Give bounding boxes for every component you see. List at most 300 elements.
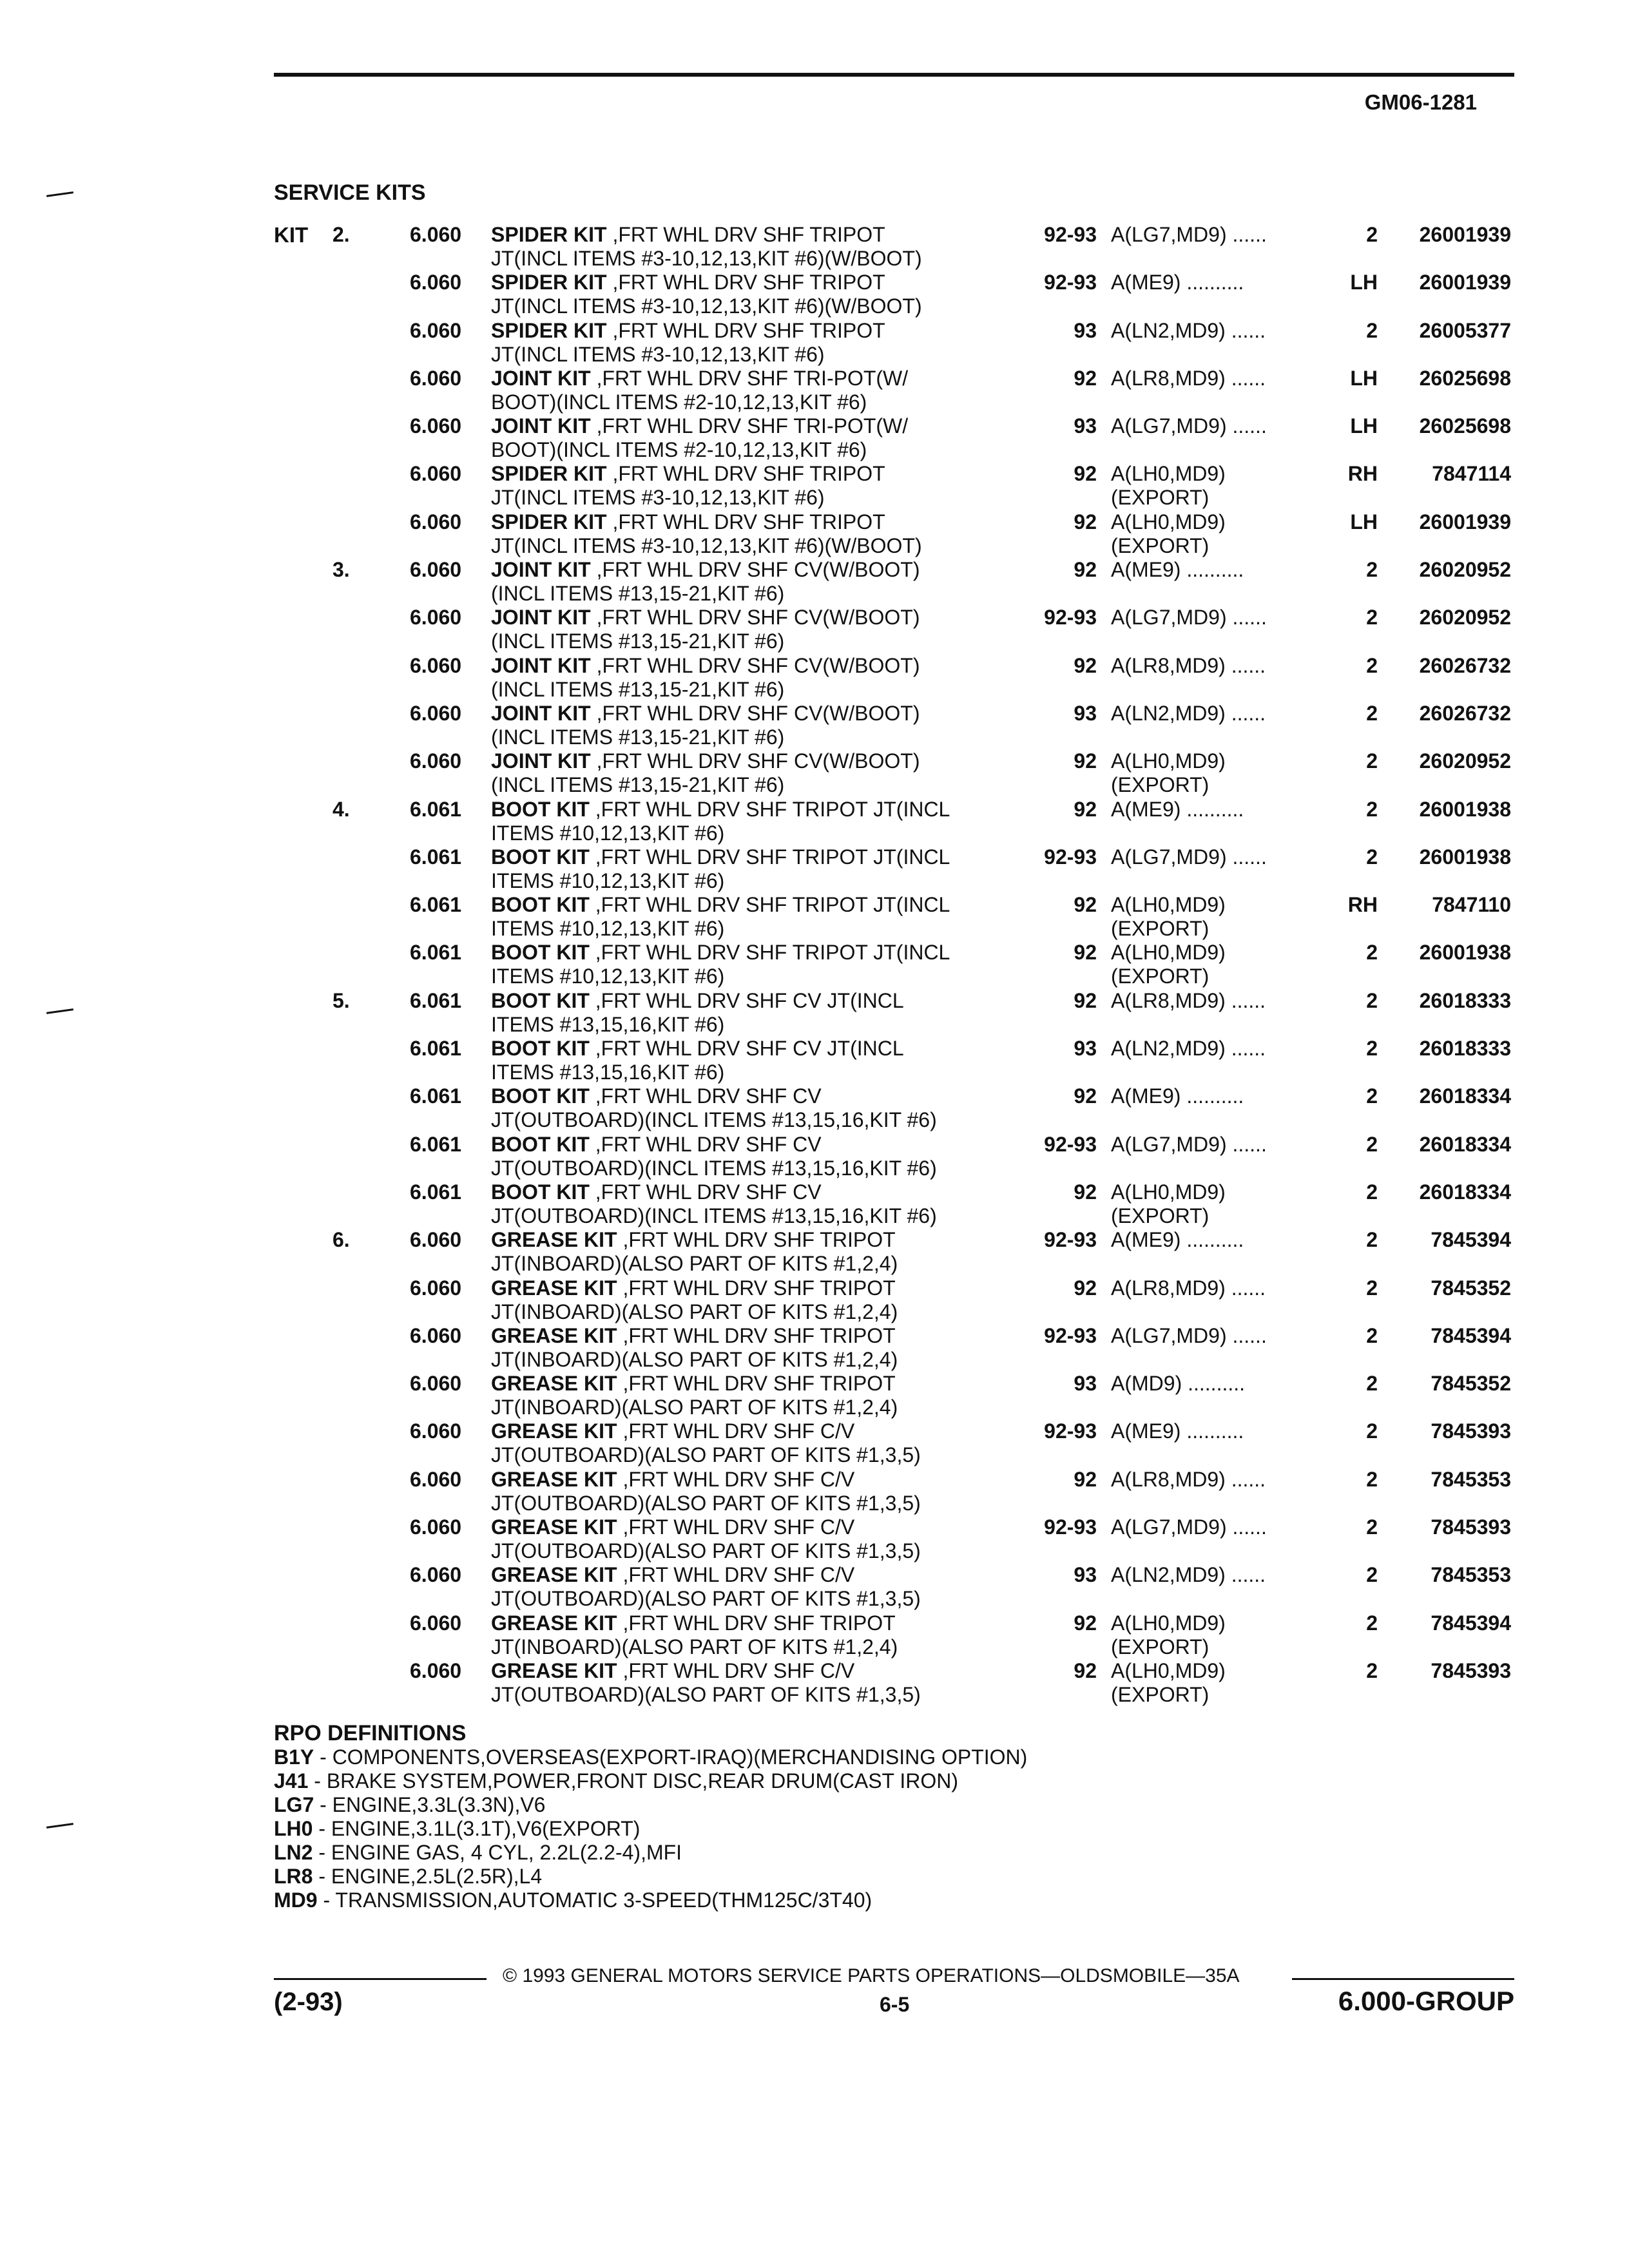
quantity: 2 [1366,223,1378,246]
quantity: LH [1350,414,1378,438]
kit-name: GREASE KIT [491,1515,617,1539]
kit-name: BOOT KIT [491,845,590,869]
part-number: 26020952 [1419,606,1511,629]
quantity: LH [1350,510,1378,533]
application-line-1: A(LR8,MD9) ...... [1111,653,1266,677]
description-line-2: (INCL ITEMS #13,15-21,KIT #6) [491,677,785,701]
model-years: 92 [1074,1276,1097,1300]
application [1111,845,1267,869]
application [1111,606,1267,629]
rpo-code: J41 [274,1769,309,1792]
table-row [0,1133,1629,1180]
application-line-1: A(LG7,MD9) ...... [1111,845,1267,869]
group-code: 6.060 [410,749,462,773]
model-years: 92 [1074,893,1097,917]
table-row [0,319,1629,367]
description-line-1: ,FRT WHL DRV SHF CV [589,1180,822,1204]
rpo-item [274,1817,1027,1841]
application [1111,749,1226,797]
model-years: 92 [1074,462,1097,486]
kit-description [491,1419,921,1467]
footer-rule-right [1292,1978,1514,1980]
kit-description [491,414,908,462]
table-row [0,702,1629,749]
application [1111,1037,1266,1061]
application-line-1: A(LR8,MD9) ...... [1111,1276,1266,1300]
application [1111,271,1244,294]
description-line-2: JT(INCL ITEMS #3-10,12,13,KIT #6) [491,486,825,510]
quantity: 2 [1366,797,1378,821]
table-row [0,798,1629,845]
application [1111,1372,1245,1396]
table-row [0,989,1629,1037]
kit-number: 2. [333,223,350,246]
quantity: 2 [1366,1180,1378,1204]
application [1111,223,1267,247]
application-line-1: A(ME9) .......... [1111,1228,1244,1252]
group-code: 6.060 [410,606,462,629]
quantity: RH [1347,893,1378,917]
table-row [0,1515,1629,1563]
kit-description [491,319,885,367]
rpo-item [274,1769,1027,1793]
application [1111,654,1266,678]
kit-description [491,1037,904,1084]
quantity: 2 [1366,1515,1378,1539]
part-number: 7845352 [1431,1372,1511,1396]
table-row [0,223,1629,271]
description-line-1: ,FRT WHL DRV SHF C/V [617,1467,855,1491]
kit-name: SPIDER KIT [491,510,607,533]
kit-name: JOINT KIT [491,653,591,677]
rpo-definitions [274,1722,1027,1912]
table-row [0,1084,1629,1132]
rpo-code: MD9 [274,1888,318,1912]
model-years: 92-93 [1044,1228,1097,1252]
table-row [0,1228,1629,1276]
section-title: SERVICE KITS [274,180,426,205]
kit-description [491,510,922,558]
model-years: 92-93 [1044,1132,1097,1156]
table-row [0,1276,1629,1324]
kit-name: SPIDER KIT [491,223,607,246]
kit-name: JOINT KIT [491,606,591,629]
rpo-list [274,1745,1027,1912]
rpo-text: - ENGINE,2.5L(2.5R),L4 [313,1865,543,1888]
description-line-1: ,FRT WHL DRV SHF TRIPOT [606,510,885,533]
rpo-code: LR8 [274,1865,313,1888]
part-number: 26001938 [1419,845,1511,869]
model-years: 92 [1074,1180,1097,1204]
kit-name: BOOT KIT [491,893,590,917]
part-number: 26025698 [1419,366,1511,390]
kit-name: GREASE KIT [491,1372,617,1396]
table-row [0,606,1629,653]
application-line-2: (EXPORT) [1111,1635,1210,1658]
description-line-2: ITEMS #13,15,16,KIT #6) [491,1012,725,1036]
description-line-2: JT(OUTBOARD)(ALSO PART OF KITS #1,3,5) [491,1491,921,1515]
description-line-2: JT(INBOARD)(ALSO PART OF KITS #1,2,4) [491,1347,898,1371]
description-line-2: ITEMS #10,12,13,KIT #6) [491,965,725,988]
application-line-2: (EXPORT) [1111,533,1210,557]
description-line-2: JT(INBOARD)(ALSO PART OF KITS #1,2,4) [491,1396,898,1419]
group-code: 6.061 [410,893,462,917]
part-number: 26018334 [1419,1180,1511,1204]
group-code: 6.060 [410,1515,462,1539]
model-years: 92 [1074,366,1097,390]
part-number: 7845393 [1431,1515,1511,1539]
application-line-1: A(LG7,MD9) ...... [1111,1515,1267,1539]
part-number: 26018334 [1419,1084,1511,1108]
quantity: 2 [1366,1467,1378,1491]
description-line-2: BOOT)(INCL ITEMS #2-10,12,13,KIT #6) [491,438,867,462]
quantity: 2 [1366,1132,1378,1156]
group-code: 6.061 [410,845,462,869]
group-code: 6.060 [410,414,462,438]
application-line-1: A(LH0,MD9) [1111,1658,1226,1682]
description-line-2: (INCL ITEMS #13,15-21,KIT #6) [491,582,785,606]
kit-description [491,702,920,749]
description-line-1: ,FRT WHL DRV SHF TRIPOT [617,1276,896,1300]
group-code: 6.061 [410,1084,462,1108]
description-line-1: ,FRT WHL DRV SHF CV JT(INCL [589,1037,904,1061]
application-line-2: (EXPORT) [1111,1204,1210,1227]
revision-date: (2-93) [274,1988,343,2016]
table-row [0,271,1629,318]
application-line-1: A(LG7,MD9) ...... [1111,1132,1267,1156]
model-years: 93 [1074,414,1097,438]
application [1111,510,1226,558]
description-line-2: JT(INCL ITEMS #3-10,12,13,KIT #6) [491,342,825,366]
description-line-1: ,FRT WHL DRV SHF CV(W/BOOT) [590,558,920,582]
kit-description [491,1324,898,1372]
header-rule [274,73,1514,77]
part-number: 26001939 [1419,223,1511,246]
table-row [0,1659,1629,1707]
table-row [0,462,1629,510]
kit-description [491,1611,898,1659]
application [1111,558,1244,582]
quantity: 2 [1366,749,1378,773]
model-years: 92 [1074,1467,1097,1491]
application-line-1: A(LR8,MD9) ...... [1111,988,1266,1012]
kit-description [491,798,950,845]
model-years: 93 [1074,318,1097,342]
kit-name: BOOT KIT [491,797,590,821]
kit-description [491,223,922,271]
description-line-2: JT(OUTBOARD)(ALSO PART OF KITS #1,3,5) [491,1587,921,1611]
application-line-1: A(LG7,MD9) ...... [1111,414,1267,438]
description-line-2: (INCL ITEMS #13,15-21,KIT #6) [491,725,785,749]
kit-number: 6. [333,1228,350,1252]
description-line-1: ,FRT WHL DRV SHF CV JT(INCL [589,988,904,1012]
group-code: 6.060 [410,1563,462,1587]
quantity: 2 [1366,558,1378,582]
quantity: 2 [1366,606,1378,629]
quantity: 2 [1366,653,1378,677]
application [1111,893,1226,941]
group-code: 6.061 [410,1180,462,1204]
group-code: 6.060 [410,271,462,294]
kit-name: GREASE KIT [491,1611,617,1635]
application-line-1: A(LH0,MD9) [1111,941,1226,965]
description-line-2: ITEMS #10,12,13,KIT #6) [491,917,725,941]
application [1111,1084,1244,1108]
model-years: 93 [1074,1037,1097,1061]
part-number: 26001938 [1419,797,1511,821]
part-number: 26018334 [1419,1132,1511,1156]
description-line-1: ,FRT WHL DRV SHF CV(W/BOOT) [590,701,920,725]
description-line-1: ,FRT WHL DRV SHF TRIPOT JT(INCL [589,893,950,917]
kit-number: 4. [333,797,350,821]
part-number: 7845393 [1431,1658,1511,1682]
description-line-1: ,FRT WHL DRV SHF CV [589,1084,822,1108]
kit-description [491,845,950,893]
application [1111,798,1244,822]
application-line-1: A(ME9) .......... [1111,797,1244,821]
quantity: 2 [1366,1228,1378,1252]
part-number: 7845353 [1431,1563,1511,1587]
application-line-2: (EXPORT) [1111,486,1210,510]
part-number: 26020952 [1419,558,1511,582]
description-line-1: ,FRT WHL DRV SHF TRIPOT [617,1323,896,1347]
kit-description [491,1468,921,1515]
rpo-code: LH0 [274,1817,313,1840]
group-code: 6.060 [410,1611,462,1635]
kit-name: BOOT KIT [491,1037,590,1061]
description-line-2: JT(INCL ITEMS #3-10,12,13,KIT #6)(W/BOOT) [491,533,922,557]
application [1111,462,1226,510]
rpo-item [274,1888,1027,1912]
application-line-1: A(LR8,MD9) ...... [1111,1467,1266,1491]
kit-description [491,367,908,414]
rpo-item [274,1793,1027,1817]
description-line-1: ,FRT WHL DRV SHF TRIPOT JT(INCL [589,797,950,821]
table-row [0,1419,1629,1467]
kit-description [491,1372,898,1419]
table-row [0,1611,1629,1659]
kit-name: BOOT KIT [491,941,590,965]
part-number: 7847114 [1432,462,1511,486]
model-years: 93 [1074,1563,1097,1587]
description-line-1: ,FRT WHL DRV SHF TRIPOT JT(INCL [589,941,950,965]
quantity: 2 [1366,1419,1378,1443]
rpo-text: - ENGINE,3.1L(3.1T),V6(EXPORT) [313,1817,641,1840]
rpo-code: LN2 [274,1841,313,1864]
group-code: 6.060 [410,558,462,582]
rpo-text: - ENGINE,3.3L(3.3N),V6 [314,1793,546,1816]
model-years: 92-93 [1044,1419,1097,1443]
service-kit-table [0,223,1629,1707]
description-line-2: (INCL ITEMS #13,15-21,KIT #6) [491,629,785,653]
table-row [0,845,1629,893]
table-row [0,367,1629,414]
description-line-1: ,FRT WHL DRV SHF C/V [617,1419,855,1443]
application [1111,1659,1226,1707]
rpo-code: B1Y [274,1745,314,1769]
group-number: 6.000-GROUP [1338,1986,1514,2016]
table-row [0,893,1629,941]
application-line-1: A(LN2,MD9) ...... [1111,1037,1266,1061]
kit-description [491,749,920,797]
part-number: 7845352 [1431,1276,1511,1300]
description-line-2: JT(OUTBOARD)(ALSO PART OF KITS #1,3,5) [491,1682,921,1706]
application-line-1: A(LH0,MD9) [1111,1180,1226,1204]
description-line-1: ,FRT WHL DRV SHF TRIPOT [617,1228,896,1252]
application [1111,989,1266,1013]
kit-description [491,1084,937,1132]
part-number: 26020952 [1419,749,1511,773]
model-years: 92 [1074,1658,1097,1682]
part-number: 26026732 [1419,653,1511,677]
description-line-2: BOOT)(INCL ITEMS #2-10,12,13,KIT #6) [491,390,867,414]
kit-number: 5. [333,988,350,1012]
quantity: 2 [1366,1323,1378,1347]
description-line-1: ,FRT WHL DRV SHF C/V [617,1563,855,1587]
kit-description [491,989,904,1037]
kit-name: JOINT KIT [491,701,591,725]
quantity: RH [1347,462,1378,486]
table-row [0,414,1629,462]
kit-name: GREASE KIT [491,1467,617,1491]
description-line-1: ,FRT WHL DRV SHF TRIPOT [617,1372,896,1396]
group-code: 6.060 [410,1372,462,1396]
application-line-1: A(ME9) .......... [1111,558,1244,582]
group-code: 6.060 [410,1419,462,1443]
application [1111,1419,1244,1443]
rpo-text: - COMPONENTS,OVERSEAS(EXPORT-IRAQ)(MERCHANDISING OPTION) [314,1745,1028,1769]
application [1111,1468,1266,1492]
kit-number: 3. [333,558,350,582]
application-line-1: A(LG7,MD9) ...... [1111,1323,1267,1347]
description-line-2: JT(OUTBOARD)(ALSO PART OF KITS #1,3,5) [491,1539,921,1563]
description-line-1: ,FRT WHL DRV SHF CV(W/BOOT) [590,653,920,677]
quantity: 2 [1366,1037,1378,1061]
application-line-1: A(LH0,MD9) [1111,1611,1226,1635]
description-line-2: JT(OUTBOARD)(ALSO PART OF KITS #1,3,5) [491,1443,921,1467]
kit-name: BOOT KIT [491,1132,590,1156]
kit-description [491,606,920,653]
group-code: 6.060 [410,653,462,677]
quantity: 2 [1366,701,1378,725]
part-number: 26001939 [1419,510,1511,533]
group-code: 6.060 [410,462,462,486]
rpo-item [274,1841,1027,1865]
kit-name: GREASE KIT [491,1563,617,1587]
model-years: 92 [1074,797,1097,821]
application [1111,1324,1267,1348]
application-line-1: A(ME9) .......... [1111,1419,1244,1443]
rpo-text: - TRANSMISSION,AUTOMATIC 3-SPEED(THM125C/3T40) [317,1888,872,1912]
group-code: 6.061 [410,988,462,1012]
description-line-2: ITEMS #10,12,13,KIT #6) [491,869,725,892]
kit-description [491,1276,898,1324]
part-number: 26025698 [1419,414,1511,438]
application-line-1: A(LN2,MD9) ...... [1111,318,1266,342]
quantity: 2 [1366,988,1378,1012]
application-line-1: A(LH0,MD9) [1111,749,1226,773]
description-line-2: JT(INBOARD)(ALSO PART OF KITS #1,2,4) [491,1635,898,1658]
group-code: 6.061 [410,1132,462,1156]
part-number: 26005377 [1419,318,1511,342]
application-line-1: A(LG7,MD9) ...... [1111,223,1267,246]
rpo-text: - BRAKE SYSTEM,POWER,FRONT DISC,REAR DRUM(CAST IRON) [308,1769,959,1792]
rpo-item [274,1865,1027,1888]
model-years: 92-93 [1044,606,1097,629]
description-line-1: ,FRT WHL DRV SHF TRIPOT [606,271,885,294]
quantity: 2 [1366,1084,1378,1108]
kit-name: GREASE KIT [491,1276,617,1300]
table-row [0,941,1629,988]
model-years: 93 [1074,1372,1097,1396]
part-number: 7845394 [1431,1611,1511,1635]
application-line-1: A(LH0,MD9) [1111,510,1226,533]
quantity: 2 [1366,1563,1378,1587]
description-line-2: JT(INCL ITEMS #3-10,12,13,KIT #6)(W/BOOT) [491,294,922,318]
part-number: 7845393 [1431,1419,1511,1443]
description-line-1: ,FRT WHL DRV SHF TRIPOT [606,462,885,486]
description-line-1: ,FRT WHL DRV SHF TRIPOT JT(INCL [589,845,950,869]
application-line-1: A(ME9) .......... [1111,1084,1244,1108]
model-years: 92-93 [1044,845,1097,869]
table-row [0,1180,1629,1228]
description-line-1: ,FRT WHL DRV SHF TRI-POT(W/ [590,366,909,390]
model-years: 92 [1074,1084,1097,1108]
kit-description [491,893,950,941]
description-line-1: ,FRT WHL DRV SHF CV(W/BOOT) [590,749,920,773]
group-code: 6.060 [410,318,462,342]
application [1111,702,1266,726]
rpo-text: - ENGINE GAS, 4 CYL, 2.2L(2.2-4),MFI [313,1841,682,1864]
kit-description [491,941,950,988]
kit-description [491,462,885,510]
group-code: 6.060 [410,223,462,246]
group-code: 6.061 [410,1037,462,1061]
application-line-2: (EXPORT) [1111,917,1210,941]
description-line-1: ,FRT WHL DRV SHF TRIPOT [606,223,885,246]
model-years: 92 [1074,653,1097,677]
application [1111,1228,1244,1252]
application [1111,1563,1266,1587]
kit-description [491,271,922,318]
part-number: 26018333 [1419,988,1511,1012]
kit-description [491,1515,921,1563]
description-line-2: (INCL ITEMS #13,15-21,KIT #6) [491,773,785,797]
kit-name: SPIDER KIT [491,271,607,294]
table-row [0,1468,1629,1515]
application-line-2: (EXPORT) [1111,773,1210,797]
rpo-code: LG7 [274,1793,314,1816]
table-row [0,558,1629,606]
kit-name: JOINT KIT [491,414,591,438]
description-line-1: ,FRT WHL DRV SHF TRI-POT(W/ [590,414,909,438]
model-years: 92 [1074,1611,1097,1635]
description-line-1: ,FRT WHL DRV SHF C/V [617,1515,855,1539]
kit-label: KIT [274,223,309,247]
group-code: 6.060 [410,366,462,390]
group-code: 6.060 [410,1467,462,1491]
group-code: 6.060 [410,701,462,725]
description-line-2: JT(OUTBOARD)(INCL ITEMS #13,15,16,KIT #6) [491,1156,937,1180]
part-number: 7845394 [1431,1323,1511,1347]
copyright-notice: © 1993 GENERAL MOTORS SERVICE PARTS OPERATIONS—OLDSMOBILE—35A [503,1965,1240,1986]
application-line-2: (EXPORT) [1111,1682,1210,1706]
kit-name: JOINT KIT [491,558,591,582]
quantity: 2 [1366,1658,1378,1682]
application-line-1: A(MD9) .......... [1111,1372,1246,1396]
description-line-1: ,FRT WHL DRV SHF C/V [617,1658,855,1682]
kit-name: GREASE KIT [491,1323,617,1347]
